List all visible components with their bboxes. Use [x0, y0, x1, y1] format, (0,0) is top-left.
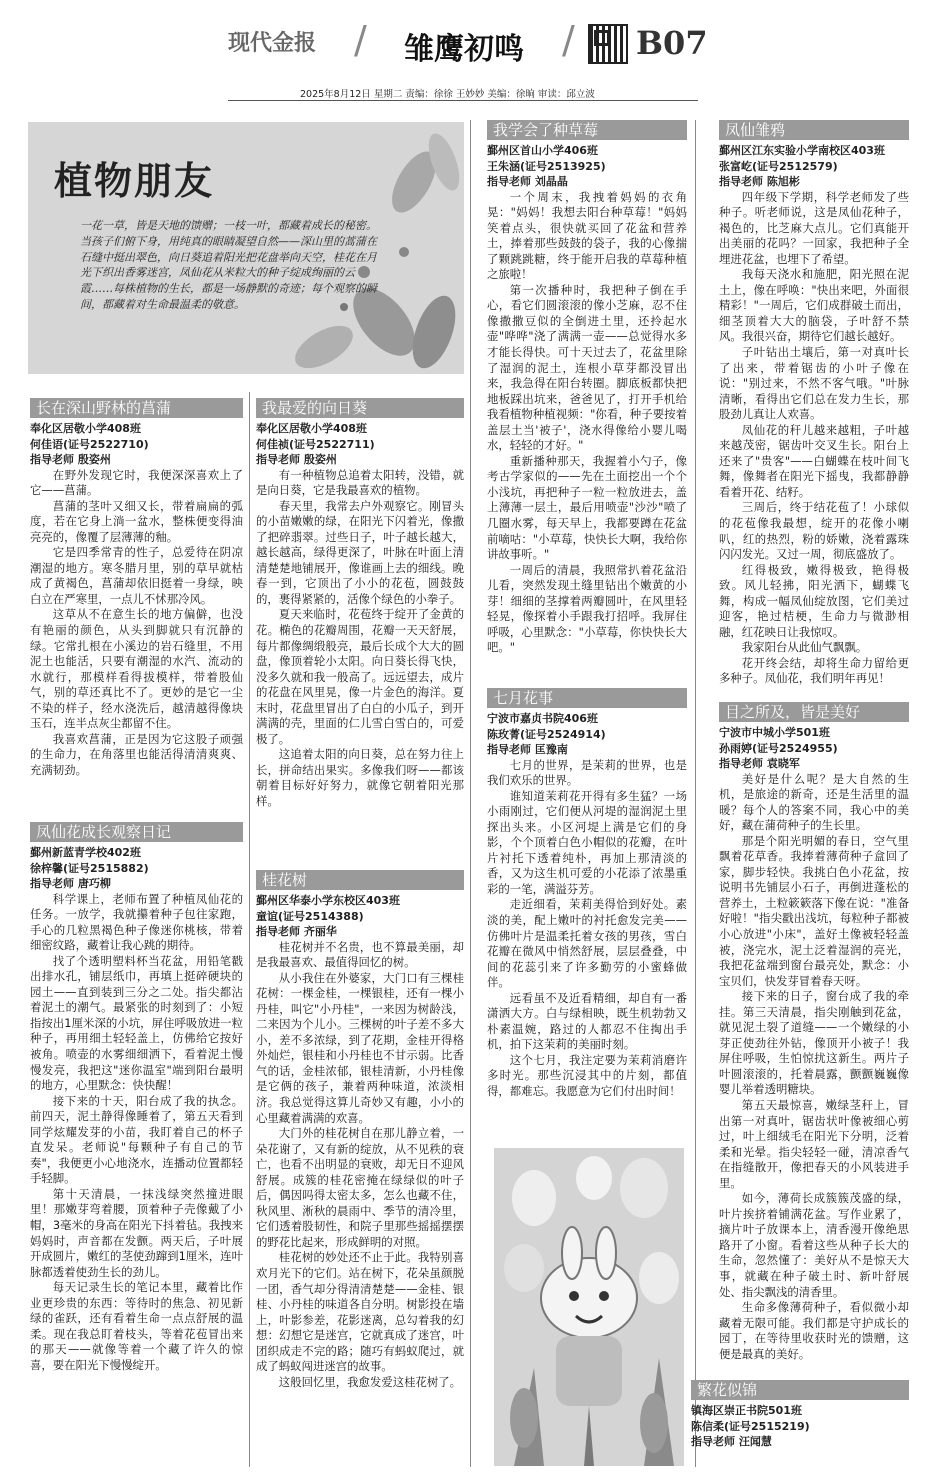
article-body: [719, 772, 909, 1363]
article-title: 繁花似锦: [691, 1380, 909, 1400]
flower-painting-icon: [494, 1148, 684, 1466]
article-body: [256, 468, 464, 810]
article-paragraph: 这个七月，我注定要为茉莉消磨许多时光。那些沉浸其中的片刻，都值得，都难忘。我愿意为它们付出时间！: [487, 1052, 687, 1098]
article-paragraph: 这追着太阳的向日葵，总在努力往上长，拼命结出果实。多像我们呀——都该朝着目标好好努力，就像它朝着阳光那样。: [256, 747, 464, 808]
byline-author: 陈信柔(证号2515219): [691, 1419, 810, 1433]
article-body: [256, 940, 464, 1391]
article-paragraph: 桂花树的妙处还不止于此。我特别喜欢月光下的它们。站在树下，花朵虽颜脱一团，香气却分得清清楚楚——金桂、银桂、小丹桂的味道各自分明。树影投在墙上，叶影参差，花影迷离，总勾着我的幻想：幻想它是迷宫，它就真成了迷宫，叶团织成走不完的路；随巧有蚂蚁爬过，就成了蚂蚁闯进迷宫的故事。: [256, 1250, 464, 1374]
byline-author: 徐梓馨(证号2515882): [30, 861, 149, 875]
article-paragraph: 生命多像薄荷种子，看似微小却藏着无限可能。我们都是守护成长的园丁，在等待里收获时光的馈赠，这便是最真的美好。: [719, 1300, 909, 1361]
article-paragraph: 七月的世界，是茉莉的世界，也是我们欢乐的世界。: [487, 757, 687, 788]
byline-school: 宁波市嘉贞书院406班: [487, 712, 598, 725]
article-title: 长在深山野林的菖蒲: [30, 398, 243, 418]
article-title: 我学会了种草莓: [487, 120, 687, 140]
column-divider: [470, 120, 471, 1467]
article-paragraph: 接下来的十天，阳台成了我的执念。前四天，泥土静得像睡着了，第五天看到同学炫耀发芽的小苗，我盯着自己的杯子直发呆。老师说"每颗种子有自己的节奏"，我便更小心地浇水，连播动位置都轻手轻脚。: [30, 1093, 243, 1186]
article-byline: [30, 845, 243, 892]
article-paragraph: 每天记录生长的笔记本里，藏着比作业更珍贵的东西：等待时的焦急、初见新绿的雀跃，还有看着生命一点点舒展的温柔。现在我总盯着枝头，等着花苞冒出来的那天——就像等着一个藏了许久的惊喜，要在阳光下慢慢绽开。: [30, 1280, 243, 1372]
masthead: 现代金报: [228, 30, 317, 56]
feature-banner: [28, 122, 464, 374]
page-number: B07: [636, 24, 708, 62]
article: [30, 398, 243, 818]
byline-author: 童谊(证号2514388): [256, 909, 364, 923]
dateline: 2025年8月12日 星期二 责编：徐徐 王妙妙 美编：徐晌 审读：邱立波: [300, 89, 595, 100]
article-title: 我最爱的向日葵: [256, 398, 464, 418]
article-body: [487, 758, 687, 1100]
article-paragraph: 有一种植物总追着太阳转，没错，就是向日葵，它是我最喜欢的植物。: [256, 467, 464, 498]
article-paragraph: 一个周末，我拽着妈妈的衣角晃："妈妈！我想去阳台种草莓！"妈妈笑着点头，很快就买回了花盆和营养土，捧着那些鼓鼓的袋子，我的心像揣了颗跳跳糖，终于能开启我的草莓种植之旅啦！: [487, 189, 687, 282]
byline-author: 张富屹(证号2512579): [719, 159, 838, 173]
article-paragraph: 红得极致，嫩得极致，艳得极致。风儿轻拂，阳光洒下，蝴蝶飞舞，构成一幅凤仙绽放图，它们美过迎客，艳过桔梗，生命力与微渺相融，红花映日让我惊叹。: [719, 562, 909, 639]
article-paragraph: 走近细看，茉莉美得恰到好处。素淡的美，配上嫩叶的衬托愈发完美——仿佛叶片是温柔托着女孩的男孩，雪白花瓣在微风中悄然舒展，层层叠叠，中间的花蕊引来了许多勤劳的小蜜蜂做伴。: [487, 897, 687, 990]
article-title: 目之所及，皆是美好: [719, 702, 909, 722]
article-paragraph: 菖蒲的茎叶又细又长，带着扁扁的弧度，若在它身上淌一盆水，整株便变得油亮亮的，像覆了层薄薄的釉。: [30, 498, 243, 544]
article-byline: [487, 711, 687, 758]
byline-author: 陈玫菁(证号2524914): [487, 727, 606, 741]
article-byline: [487, 143, 687, 190]
article-paragraph: 重新播种那天，我握着小勺子，像考古学家似的——先在土面挖出一个个小浅坑，再把种子一粒一粒放进去，盖上薄薄一层土，最后用喷壶"沙沙"喷了几圈水雾，每天早上，我都要蹲在花盆前嘀咕："小草莓，快快长大啊，我给你讲故事听。": [487, 453, 687, 562]
article-paragraph: 谁知道茉莉花开得有多生猛？一场小雨刚过，它们便从河堤的湿润泥土里探出头来。小区河堤上满是它们的身影，个个顶着白色小帽似的花瓣，在叶片衬托下透着纯朴，再加上那清淡的香，又为这生机可爱的小花添了浓墨重彩的一笔，满溢芬芳。: [487, 788, 687, 896]
article-paragraph: 美好是什么呢？是大自然的生机，是旅途的新奇，还是生活里的温暖？每个人的答案不同，我心中的美好，藏在蒲荷种子的生长里。: [719, 771, 909, 833]
article-title: 七月花事: [487, 688, 687, 708]
byline-school: 鄞州区江东实验小学南校区403班: [719, 144, 885, 157]
article-paragraph: 这草从不在意生长的地方偏僻，也没有艳丽的颜色，从头到脚就只有沉静的绿。它常扎根在小溪边的岩石缝里，不用泥土也能活，只要有潮湿的水汽、流动的水就行，那模样看得拔模样，带着股仙气，别的草还真比不了。更妙的是它一尘不染的样子，经水浇洗后，越清越得像块玉石，连半点灰尘都留不住。: [30, 607, 243, 731]
column-divider: [695, 120, 696, 1467]
article-byline: [691, 1403, 909, 1450]
page-header: [0, 0, 934, 100]
article: [719, 120, 909, 693]
article-paragraph: 接下来的日子，窗台成了我的牵挂。第三天清晨，指尖刚触到花盆，就见泥土裂了道缝——一个嫩绿的小芽正使劲往外钻，像顶开小被子！我屏住呼吸，生怕惊扰这新生。两片子叶圆滚滚的，托着晨露，颤颤巍巍像婴儿举着透明糖块。: [719, 989, 909, 1097]
article-body: [487, 190, 687, 656]
article-paragraph: 子叶钻出土壤后，第一对真叶长了出来，带着锯齿的小叶子像在说："别过来，不然不客气哦。"叶脉清晰，看得出它们总在发力生长，那股劲儿真让人欢喜。: [719, 344, 909, 422]
article: [719, 702, 909, 1372]
byline-teacher: 指导老师 齐丽华: [256, 925, 337, 938]
divider-slash: /: [354, 18, 367, 62]
article-paragraph: 科学课上，老师布置了种植凤仙花的任务。一放学，我就攥着种子包往家跑，手心的几粒黑褐色种子像迷你桃核，带着细密纹路，藏着让我心跳的期待。: [30, 891, 243, 953]
article-byline: [256, 421, 464, 468]
byline-school: 镇海区崇正书院501班: [691, 1404, 802, 1417]
article-paragraph: 一周后的清晨，我照常扒着花盆沿儿看，突然发现土缝里钻出个嫩黄的小芽！细细的茎撑着两瓣圆叶，在风里轻轻晃，像探着小手跟我打招呼。我屏住呼吸，心里默念："小草莓，你快快长大吧。": [487, 562, 687, 655]
banner-poem: 一花一草，皆是天地的馈赠；一枝一叶，都藏着成长的秘密。当孩子们俯下身，用纯真的眼睛凝望自然——深山里的蒿蒲在石缝中挺出翠色，向日葵追着阳光把花盘举向天空，桂花在月光下织出香雾迷宫，凤仙花从米粒大的种子绽成绚丽的云霞……每株植物的生长，都是一场静默的奇迹；每个观察的瞬间，都藏着对生命最温柔的敬意。: [80, 219, 377, 311]
byline-school: 鄞州区华泰小学东校区403班: [256, 894, 400, 907]
article-title: 桂花树: [256, 870, 464, 890]
byline-teacher: 指导老师 汪闻慧: [691, 1435, 772, 1448]
article-paragraph: 找了个透明塑料杯当花盆，用铅笔戳出排水孔，铺层纸巾，再填上挺碎硬块的园土——直到装到三分之二处。指尖都沾着泥土的潮气。最紧张的时刻到了：小短指按出1厘米深的小坑，屏住呼吸放进一粒种子，再用细土轻轻盖上，仿佛给它按好被角。喷壶的水雾细细洒下，看着泥土慢慢发亮，我把这"迷你温室"端到阳台最明的地方，心里默念：快快醒！: [30, 953, 243, 1093]
byline-author: 何佳祯(证号2522711): [256, 437, 375, 451]
article-paragraph: 凤仙花的秆儿越来越粗，子叶越来越茂密，锯齿叶交叉生长。阳台上还来了"贵客"——白蝴蝶在枝叶间飞舞，像舞者在阳光下摇曳，我都静静看着开花、结籽。: [719, 422, 909, 499]
article-paragraph: 我每天浇水和施肥，阳光照在泥土上，像在呼唤："快出来吧，外面很精彩！"一周后，它们成群破土而出，细茎顶着大大的脑袋，子叶舒不禁风。我很兴奋，期待它们越长越好。: [719, 267, 909, 344]
article-byline: [30, 421, 243, 468]
byline-teacher: 指导老师 殷姿州: [256, 453, 337, 466]
page-name: 雏鹰初鸣: [404, 32, 524, 67]
byline-author: 何佳语(证号2522710): [30, 437, 149, 451]
article-body: [719, 190, 909, 688]
article-paragraph: 大门外的桂花树自在那儿静立着，一朵花谢了，又有新的绽放，从不见秩的衰亡，也看不出明显的衰败，却无日不迎风舒展。成簇的桂花密掩在绿绿似的叶子后，偶因吗得太密太多，怎么也藏不住，秋风里、淅秋的晨雨中、季节的清冷里，它们透着股韧性，和院子里那些摇摇摆摆的野花比起来，形成鲜明的对照。: [256, 1126, 464, 1249]
article-paragraph: 我家阳台从此仙气飘飘。: [741, 640, 868, 655]
article-byline: [719, 725, 909, 772]
article-paragraph: 春天里，我常去户外观察它。刚冒头的小苗嫩嫩的绿，在阳光下闪着光，像撒了把碎翡翠。过些日子，叶子越长越大，越长越高，绿得更深了，叶脉在叶面上清清楚楚地铺展开，像谁画上去的细线。晚春一到，它顶出了小小的花苞，圆鼓鼓的，裹得紧紧的，活像个绿色的小拳子。: [256, 498, 464, 606]
article: [30, 822, 243, 1472]
article: [256, 398, 464, 868]
byline-teacher: 指导老师 殷姿州: [30, 453, 111, 466]
article: [487, 688, 687, 1143]
article-title: 凤仙雏鸦: [719, 120, 909, 140]
article-body: [30, 892, 243, 1374]
byline-teacher: 指导老师 匡豫南: [487, 743, 568, 756]
byline-author: 孙雨婷(证号2524955): [719, 741, 838, 755]
illustration-photo: [494, 1148, 684, 1466]
article-paragraph: 第一次播种时，我把种子倒在手心，看它们圆滚滚的像小芝麻，忍不住像撒撒豆似的全倒进土里，还拎起水壶"哗哗"浇了满满一壶——总觉得水多才能长得快。可十天过去了，花盆里除了湿润的泥土，连根小草芽都没冒出来，我急得在阳台转圈。脚底板都快把地板踩出坑来，爸爸见了，打开手机给我看植物种植视频："你看，种子要按着盖层土当'被子'，浇水得像给小婴儿喝水，轻轻的才好。": [487, 282, 687, 453]
article-paragraph: 桂花树并不名贵，也不算最美丽，却是我最喜欢、最值得回忆的树。: [256, 939, 464, 970]
article-byline: [719, 143, 909, 190]
article: [487, 120, 687, 685]
article-paragraph: 如今，薄荷长成簇簇茂盛的绿，叶片挨挤着铺满花盆。写作业累了，摘片叶子放课本上，清香漫开像绝思路开了小窗。看着这些从种子长大的生命，忽然懂了：美好从不是惊天大事，就藏在种子破土时、新叶舒展处、指尖飘浅的清香里。: [719, 1191, 909, 1299]
article-paragraph: 这般回忆里，我愈发爱这桂花树了。: [278, 1374, 462, 1389]
byline-teacher: 指导老师 陈旭彬: [719, 175, 800, 188]
byline-school: 宁波市中城小学501班: [719, 726, 830, 739]
byline-teacher: 指导老师 刘晶晶: [487, 175, 568, 188]
article-paragraph: 在野外发现它时，我便深深喜欢上了它——菖蒲。: [30, 467, 243, 498]
article-paragraph: 那是个阳光明媚的春日，空气里飘着花草香。我捧着薄荷种子盒回了家，脚步轻快。我挑白色小花盆，按说明书先铺层小石子，再倒进蓬松的营养土，土粒簌簌落下像在说："准备好啦！"指尖戳出浅坑，每粒种子都被小心放进"小床"，盖好土像被轻轻盖被，浇完水，泥土泛着湿润的亮光，我把花盆端到窗台最亮处，默念：小宝贝们，快发芽冒着春天呀。: [719, 833, 909, 988]
banner-title: 植物朋友: [54, 158, 215, 203]
byline-author: 王朱涵(证号2513925): [487, 159, 606, 173]
byline-school: 鄞州新蓝青学校402班: [30, 846, 141, 859]
article-paragraph: 四年级下学期，科学老师发了些种子。听老师说，这是凤仙花种子，褐色的，比芝麻大点儿。它们真能开出美丽的花吗？一回家，我把种子全埋进花盆，也埋下了希望。: [719, 189, 909, 266]
article-paragraph: 我喜欢菖蒲，正是因为它这股子顽强的生命力，在角落里也能活得清清爽爽、充满韧劲。: [30, 731, 243, 777]
byline-teacher: 指导老师 唐巧柳: [30, 877, 111, 890]
article-paragraph: 第十天清晨，一抹浅绿突然撞进眼里！那嫩芽弯着腰，顶着种子壳像戴了小帽，3毫米的身高在阳光下抖着毡。我拽来妈妈时，声音都在发颤。两天后，子叶展开成圆片，嫩红的茎使劲蹿到1厘米，连叶脉都透着使劲生长的劲儿。: [30, 1186, 243, 1279]
article-body: [30, 468, 243, 779]
article: [691, 1380, 909, 1470]
article-paragraph: 夏天来临时，花苞终于绽开了金黄的花。椭色的花瓣周围，花瓣一天天舒展，每片都像绸缎般亮，最后长成个大大的圆盘，像顶着轮小太阳。向日葵长得飞快，没多久就和我一般高了。远远望去，成片的花盘在风里晃，像一片金色的海洋。夏末时，花盘里冒出了白白的小瓜子，到开满满的壳，里面的仁儿雪白雪白的，可爱极了。: [256, 607, 464, 746]
byline-teacher: 指导老师 袁晓军: [719, 757, 800, 770]
article-byline: [256, 893, 464, 940]
article-paragraph: 它是四季常青的性子，总爱待在阴凉潮湿的地方。寒冬腊月里，别的草早就枯成了黄褐色，菖蒲却依旧挺着一身绿，映白立在严寒里，一点儿不怵那冷风。: [30, 545, 243, 606]
article-paragraph: 第五天最惊喜，嫩绿茎秆上，冒出第一对真叶，锯齿状叶像被细心剪过，叶上细绒毛在阳光下分明，泛着柔和光晕。指尖轻轻一碰，清凉香气在指缝散开，像把春天的小风装进手里。: [719, 1097, 909, 1190]
byline-school: 奉化区居敬小学408班: [30, 422, 141, 435]
byline-school: 奉化区居敬小学408班: [256, 422, 367, 435]
header-rule: [228, 100, 698, 101]
divider-slash: /: [562, 18, 575, 62]
article-paragraph: 远看虽不及近看精细，却自有一番潇洒大方。白与绿相映，既生机勃勃又朴素温婉，路过的人都忍不住掏出手机，拍下这茉莉的美丽时刻。: [487, 990, 687, 1052]
byline-school: 鄞州区首山小学406班: [487, 144, 598, 157]
article-paragraph: 从小我住在外婆家，大门口有三棵桂花树：一棵金桂，一棵银桂，还有一棵小丹桂，叫它"小丹桂"，一来因为树龄浅，二来因为个儿小。三棵树的叶子差不多大小，差不多浓绿，到了花期，金桂开得格外灿烂，银桂和小丹桂也不甘示弱。比香气的话，金桂浓郁，银桂清新，小丹桂像是它俩的孩子，兼着两种味道，浓淡相济。我总觉得这算儿奇妙又有趣，小小的心里藏着满满的欢喜。: [256, 970, 464, 1125]
article-paragraph: 三周后，终于结花苞了！小球似的花苞像我最想，绽开的花像小喇叭，红的热烈，粉的娇嫩，浇着露珠闪闪发光。又过一周，彻底盛放了。: [719, 500, 909, 562]
article: [256, 870, 464, 1470]
qr-code-icon: [588, 24, 628, 64]
article-title: 凤仙花成长观察日记: [30, 822, 243, 842]
column-divider: [249, 392, 250, 1467]
article-paragraph: 花开终会结，却将生命力留给更多种子。凤仙花，我们明年再见！: [719, 655, 909, 686]
